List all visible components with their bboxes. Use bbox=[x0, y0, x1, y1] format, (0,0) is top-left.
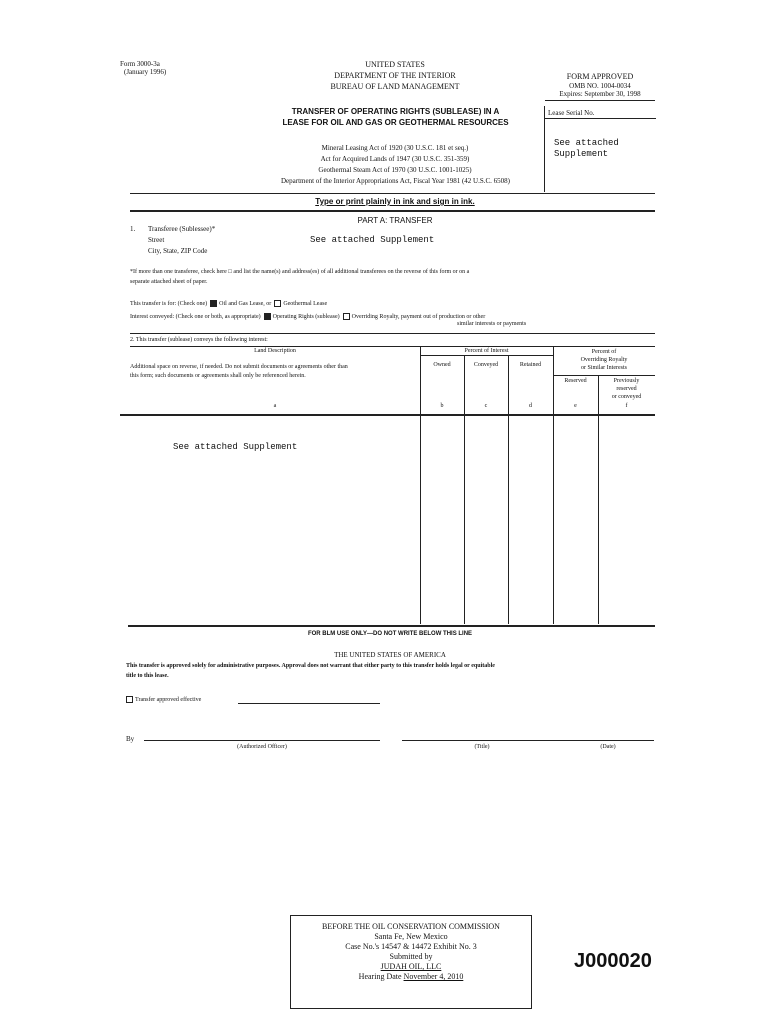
effective-label: Transfer approved effective bbox=[135, 696, 202, 703]
effective-checkbox[interactable] bbox=[126, 696, 133, 703]
agency-line-2: DEPARTMENT OF THE INTERIOR bbox=[334, 71, 456, 80]
col-previously-3: or conveyed bbox=[611, 394, 642, 400]
transfer-for-row bbox=[130, 300, 327, 308]
officer-label: (Authorized Officer) bbox=[237, 744, 287, 750]
expires-date: Expires: September 30, 1998 bbox=[559, 90, 641, 98]
table-body-value: See attached Supplement bbox=[173, 442, 298, 452]
date-label: (Date) bbox=[600, 744, 616, 750]
item2-label: 2. This transfer (sublease) conveys the following interest: bbox=[130, 337, 268, 343]
part-a-title: PART A: TRANSFER bbox=[357, 216, 433, 225]
street-label: Street bbox=[148, 236, 165, 244]
form-date: (January 1996) bbox=[124, 68, 167, 76]
col-retained: Retained bbox=[519, 362, 542, 368]
item1-number: 1. bbox=[130, 225, 136, 233]
overriding-checkbox[interactable] bbox=[343, 313, 350, 320]
form-number: Form 3000-3a bbox=[120, 60, 160, 68]
col-land-description: Land Description bbox=[254, 348, 296, 354]
agency-line-1: UNITED STATES bbox=[365, 60, 425, 69]
interest-conveyed-row bbox=[130, 313, 485, 321]
col-letter-d: d bbox=[529, 403, 532, 409]
oil-gas-label: Oil and Gas Lease, or bbox=[219, 300, 272, 307]
city-label: City, State, ZIP Code bbox=[148, 247, 208, 255]
col-reserved: Reserved bbox=[564, 378, 587, 384]
footnote-line-1: *If more than one transferee, check here □ and list the name(s) and address(es) of all additional transferees on the reverse of this form or on a bbox=[130, 269, 470, 275]
col-letter-c: c bbox=[484, 403, 488, 409]
stamp-line-2: Santa Fe, New Mexico bbox=[374, 932, 448, 941]
act-1: Mineral Leasing Act of 1920 (30 U.S.C. 181 et seq.) bbox=[321, 144, 469, 152]
stamp-line-6 bbox=[291, 973, 531, 981]
transferee-label: Transferee (Sublessee)* bbox=[148, 225, 216, 233]
oil-gas-checkbox[interactable] bbox=[210, 300, 217, 307]
geothermal-label: Geothermal Lease bbox=[283, 300, 328, 307]
stamp-line-3: Case No.'s 14547 & 14472 Exhibit No. 3 bbox=[345, 942, 477, 951]
blm-heading: FOR BLM USE ONLY—DO NOT WRITE BELOW THIS LINE bbox=[307, 631, 473, 637]
col-letter-b: b bbox=[440, 403, 444, 409]
col-owned: Owned bbox=[433, 362, 451, 368]
col-letter-a: a bbox=[273, 403, 277, 409]
form-title-line-2: LEASE FOR OIL AND GAS OR GEOTHERMAL RESOURCES bbox=[282, 118, 509, 127]
footnote-line-2: separate attached sheet of paper. bbox=[130, 279, 208, 285]
blm-country: THE UNITED STATES OF AMERICA bbox=[334, 651, 446, 659]
form-approved: FORM APPROVED bbox=[566, 72, 634, 81]
lease-serial-value-2: Supplement bbox=[554, 149, 609, 159]
col-overriding-1: Overriding Royalty bbox=[580, 357, 628, 363]
overriding-label: Overriding Royalty, payment out of production or other bbox=[351, 313, 486, 320]
title-label: (Title) bbox=[474, 744, 490, 750]
effective-row bbox=[126, 696, 201, 704]
approval-line-1: This transfer is approved solely for administrative purposes. Approval does not warrant that either party to this transfer holds legal or equitable bbox=[126, 663, 495, 669]
col-letter-f: f bbox=[625, 403, 628, 409]
act-3: Geothermal Steam Act of 1970 (30 U.S.C. 1001-1025) bbox=[318, 166, 472, 174]
col-conveyed: Conveyed bbox=[473, 362, 499, 368]
col-previously-2: reserved bbox=[616, 386, 637, 392]
col-percent-of: Percent of bbox=[591, 349, 617, 355]
col-percent-interest: Percent of Interest bbox=[464, 348, 509, 354]
col-letter-e: e bbox=[574, 403, 577, 409]
operating-rights-checkbox[interactable] bbox=[264, 313, 271, 320]
lease-serial-value-1: See attached bbox=[554, 138, 619, 148]
operating-rights-label: Operating Rights (sublease) bbox=[272, 313, 340, 320]
omb-number: OMB NO. 1004-0034 bbox=[569, 82, 631, 90]
by-label: By bbox=[126, 735, 135, 743]
lease-serial-label: Lease Serial No. bbox=[548, 109, 595, 117]
transferee-value: See attached Supplement bbox=[310, 235, 435, 245]
hearing-date-label: Hearing Date bbox=[358, 972, 402, 981]
col-previously-1: Previously bbox=[613, 378, 640, 384]
form-title-line-1: TRANSFER OF OPERATING RIGHTS (SUBLEASE) IN A bbox=[291, 107, 500, 116]
stamp-line-4: Submitted by bbox=[389, 952, 433, 961]
interest-label: Interest conveyed: (Check one or both, as appropriate) bbox=[130, 313, 261, 320]
instruction: Type or print plainly in ink and sign in ink. bbox=[315, 197, 475, 206]
geothermal-checkbox[interactable] bbox=[274, 300, 281, 307]
land-note-1: Additional space on reverse, if needed. Do not submit documents or agreements other than bbox=[130, 364, 348, 370]
stamp-line-1: BEFORE THE OIL CONSERVATION COMMISSION bbox=[322, 922, 500, 931]
exhibit-stamp bbox=[290, 915, 532, 1009]
act-4: Department of the Interior Appropriations Act, Fiscal Year 1981 (42 U.S.C. 6508) bbox=[280, 177, 511, 185]
stamp-line-5: JUDAH OIL, LLC bbox=[380, 962, 442, 971]
hearing-date-value: November 4, 2010 bbox=[403, 972, 464, 981]
overriding-label-2: similar interests or payments bbox=[457, 321, 527, 327]
agency-line-3: BUREAU OF LAND MANAGEMENT bbox=[330, 82, 460, 91]
col-overriding-2: or Similar Interests bbox=[581, 365, 627, 371]
bates-number: J000020 bbox=[574, 950, 652, 972]
land-note-2: this form; such documents or agreements shall only be referenced herein. bbox=[130, 373, 306, 379]
transfer-for-label: This transfer is for: (Check one) bbox=[130, 300, 208, 307]
approval-line-2: title to this lease. bbox=[126, 673, 169, 679]
act-2: Act for Acquired Lands of 1947 (30 U.S.C. 351-359) bbox=[320, 155, 470, 163]
